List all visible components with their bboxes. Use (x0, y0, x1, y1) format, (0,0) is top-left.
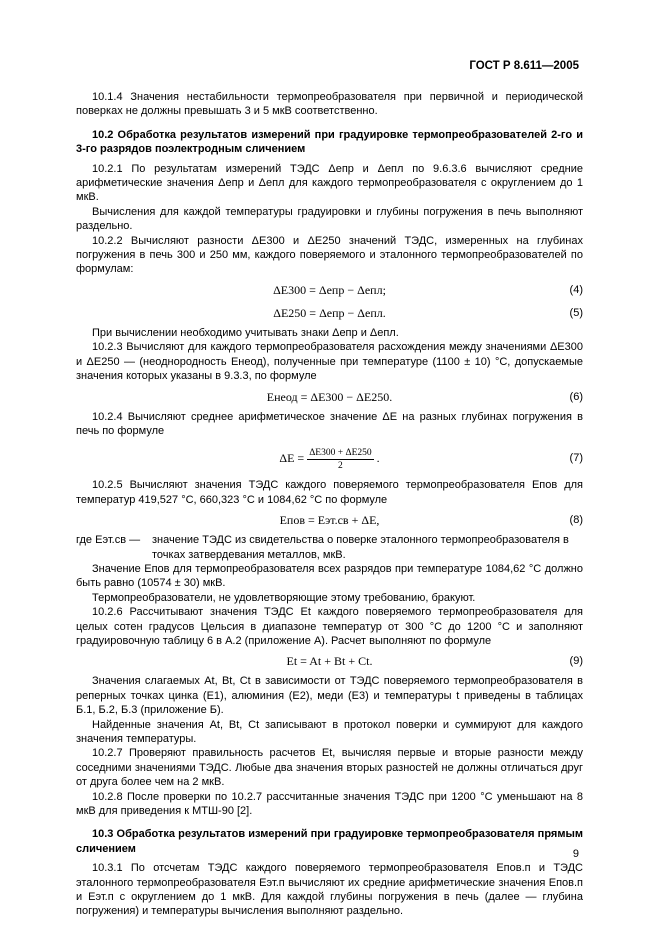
formula-6 (76, 387, 583, 407)
paragraph-terms: Значения слагаемых At, Bt, Ct в зависимости от ТЭДС поверяемого термопреобразователя в реперных точках цинка (E1), алюминия (E2), меди (E3) и температуры t приведены в таблицах Б.1, Б.2, Б.3 (приложение Б). (76, 675, 583, 717)
section-heading-10-3: 10.3 Обработка результатов измерений при градуировке термопреобразователя прямым сличением (76, 828, 583, 855)
page-number: 9 (572, 848, 579, 860)
where-term: где Eэт.св — (76, 534, 141, 547)
paragraph-10-2-1: 10.2.1 По результатам измерений ТЭДС Δeпр и Δeпл по 9.6.3.6 вычисляют средние арифметические значения Δeпр и Δeпл для каждого термопреобразователя с округлением до 1 мкВ. (76, 162, 583, 204)
formula-7-lhs: ΔE = (279, 451, 305, 466)
paragraph-value: Значение Eпов для термопреобразователя всех разрядов при температуре 1084,62 °С должно быть равно (10574 ± 30) мкВ. (76, 562, 583, 590)
standard-header: ГОСТ Р 8.611—2005 (469, 60, 579, 72)
formula-6-number: (6) (569, 390, 583, 403)
formula-4-number: (4) (569, 283, 583, 296)
paragraph-10-1-4: 10.1.4 Значения нестабильности термопреобразователя при первичной и периодической поверках не должны превышать 3 и 5 мкВ соответственно. (76, 91, 583, 118)
formula-7-fraction (307, 447, 373, 472)
where-description: значение ТЭДС из свидетельства о поверке эталонного термопреобразователя в точках затвердевания металлов, мкВ. (152, 534, 569, 561)
formula-7-number: (7) (569, 452, 583, 465)
formula-4 (76, 280, 583, 300)
paragraph-found: Найденные значения At, Bt, Ct записывают в протокол поверки и суммируют для каждого значения температуры. (76, 718, 583, 745)
paragraph-10-2-4: 10.2.4 Вычисляют среднее арифметическое значение ΔE на разных глубинах погружения в печь по формуле (76, 410, 583, 437)
paragraph-10-2-2: 10.2.2 Вычисляют разности ΔE300 и ΔE250 значений ТЭДС, измеренных на глубинах погружения в печь 300 и 250 мм, каждого поверяемого и эталонного термопреобразователей по формулам: (76, 234, 583, 276)
formula-7 (76, 441, 583, 475)
paragraph-10-2-3: 10.2.3 Вычисляют для каждого термопреобразователя расхождения между значениями ΔE300 и ΔE250 — (неоднородность Eнеод), полученные при температуре (1100 ± 10) °С, допускаемые значения которых указаны в 9.3.3, по формуле (76, 341, 583, 383)
formula-9 (76, 651, 583, 671)
paragraph-10-2-1-b: Вычисления для каждой температуры градуировки и глубины погружения в печь выполняют раздельно. (76, 205, 583, 233)
formula-7-denominator: 2 (338, 461, 343, 472)
formula-5-text: ΔE250 = Δeпр − Δeпл. (273, 305, 386, 320)
formula-9-number: (9) (569, 655, 583, 668)
paragraph-10-2-6: 10.2.6 Рассчитывают значения ТЭДС Et каждого поверяемого термопреобразователя для целых сотен градусов Цельсия в диапазоне температур от 300 °С до 1200 °С и заполняют градуировочную таблицу 6 в А.2 (приложение А). Расчет выполняют по формуле (76, 606, 583, 647)
formula-6-text: Eнеод = ΔE300 − ΔE250. (266, 389, 393, 404)
formula-8 (76, 510, 583, 530)
formula-5 (76, 303, 583, 323)
document-body (76, 90, 583, 919)
formula-4-text: ΔE300 = Δeпр − Δeпл; (273, 282, 386, 297)
formula-7-end: . (376, 451, 380, 466)
formula-8-number: (8) (569, 514, 583, 527)
formula-7-numerator: ΔE300 + ΔE250 (309, 448, 372, 459)
paragraph-10-2-7: 10.2.7 Проверяют правильность расчетов Et, вычисляя первые и вторые разности между соседними значениями ТЭДС. Любые два значения вторых разностей не должны отличаться друг от друга более чем на 2 мкВ. (76, 747, 583, 789)
paragraph-reject: Термопреобразователи, не удовлетворяющие этому требованию, бракуют. (92, 591, 476, 604)
paragraph-10-2-8: 10.2.8 После проверки по 10.2.7 рассчитанные значения ТЭДС при 1200 °С уменьшают на 8 мкВ для приведения к МТШ-90 [2]. (76, 790, 583, 818)
formula-8-text: Eпов = Eэт.св + ΔE, (279, 513, 380, 528)
paragraph-10-3-1: 10.3.1 По отсчетам ТЭДС каждого поверяемого термопреобразователя Eпов.п и ТЭДС эталонного термопреобразователя Eэт.п вычисляют их средние арифметические значения Eпов.п и Eэт.п с округлением до 1 мкВ. Для каждой глубины погружения в печь (далее — глубина погружения) и температуры вычисления выполняют раздельно. (76, 862, 583, 918)
section-heading-10-2: 10.2 Обработка результатов измерений при градуировке термопреобразователей 2-го и 3-го разрядов поэлектродным сличением (76, 128, 583, 156)
formula-5-number: (5) (569, 306, 583, 319)
formula-9-text: Et = At + Bt + Ct. (286, 654, 373, 669)
paragraph-10-2-5: 10.2.5 Вычисляют значения ТЭДС каждого поверяемого термопреобразователя Eпов для температур 419,527 °С, 660,323 °С и 1084,62 °С по формуле (76, 479, 583, 506)
note-signs: При вычислении необходимо учитывать знаки Δeпр и Δeпл. (92, 326, 399, 339)
where-definition (76, 533, 583, 562)
